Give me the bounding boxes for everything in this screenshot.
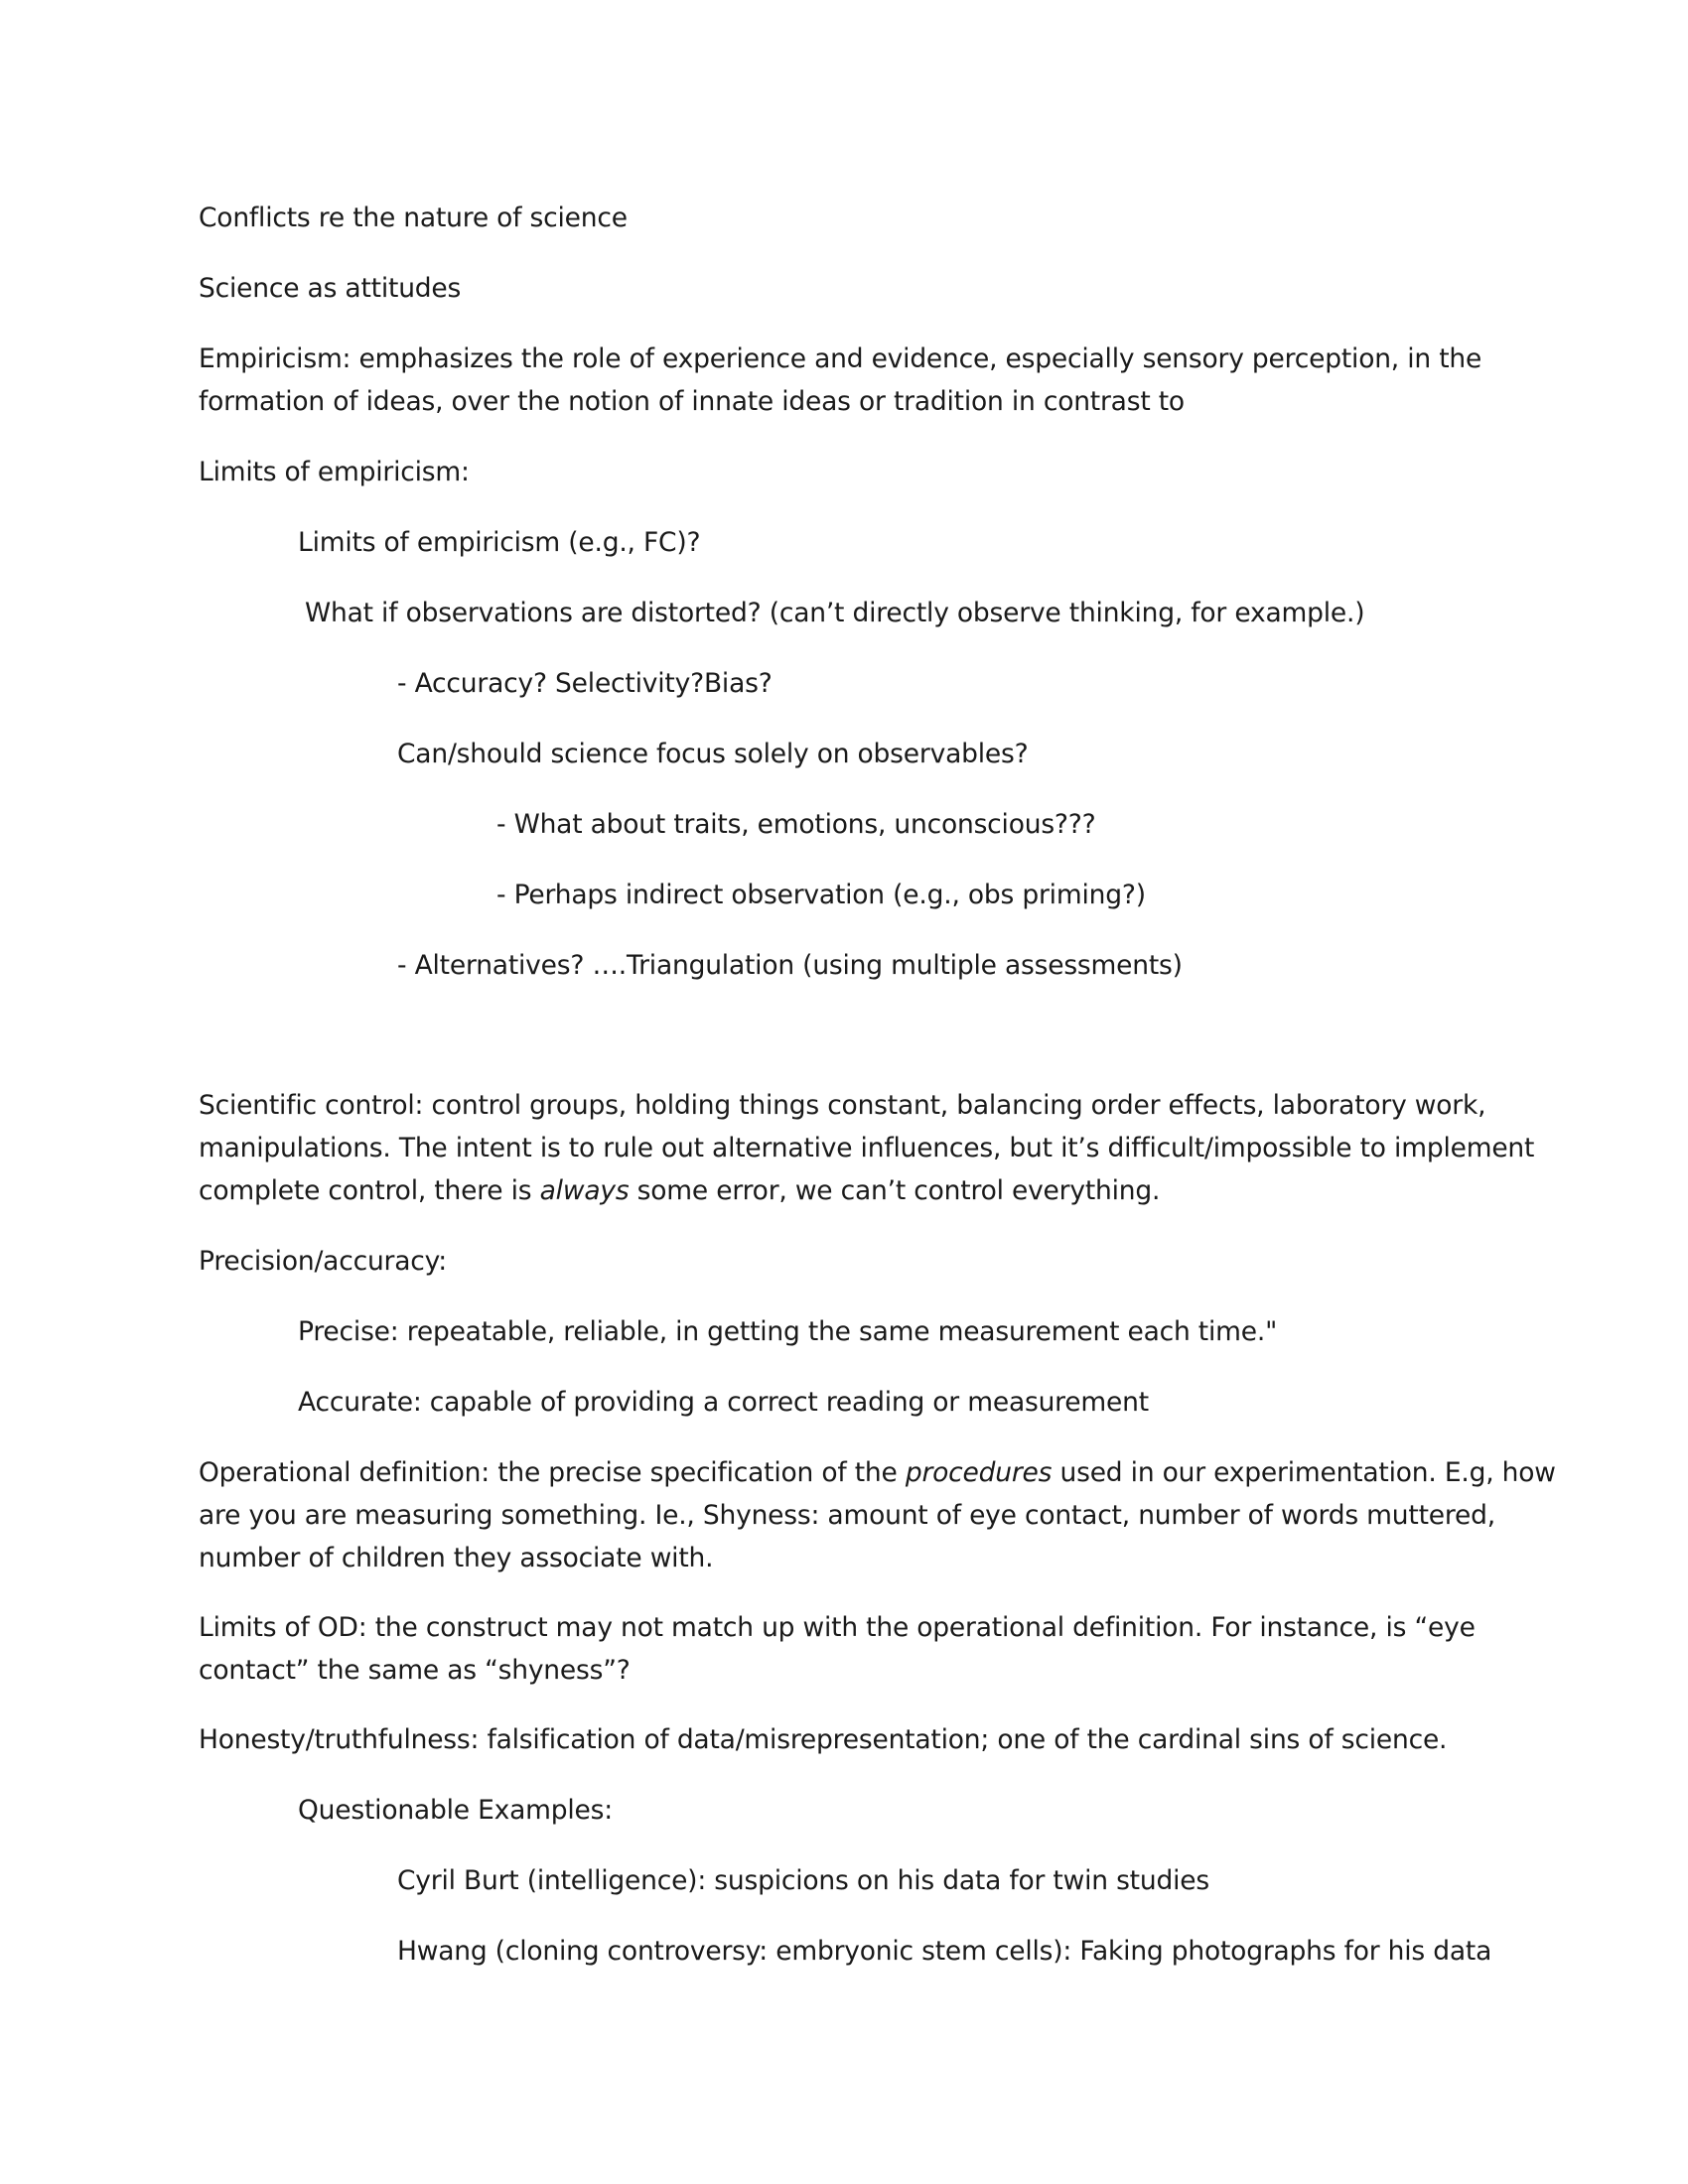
list-item-hwang: Hwang (cloning controversy: embryonic stem cells): Faking photographs for his data [397, 1936, 1492, 1967]
section-heading-questionable: Questionable Examples: [298, 1795, 613, 1826]
list-item-distorted: What if observations are distorted? (can’t directly observe thinking, for example.) [305, 598, 1365, 628]
section-heading-limits: Limits of empiricism: [199, 457, 470, 487]
list-item-observables: Can/should science focus solely on observables? [397, 739, 1029, 769]
list-item-accuracy: - Accuracy? Selectivity?Bias? [397, 668, 773, 699]
text-run: complete control, there is [199, 1175, 540, 1206]
text-run: Operational definition: the precise specification of the [199, 1457, 906, 1488]
text-run: some error, we can’t control everything. [629, 1175, 1161, 1206]
paragraph-line [199, 1451, 1556, 1494]
paragraph-line: number of children they associate with. [199, 1543, 714, 1573]
paragraph-honesty: Honesty/truthfulness: falsification of data/misrepresentation; one of the cardinal sins of science. [199, 1724, 1448, 1755]
list-item-traits: - What about traits, emotions, unconscious??? [496, 809, 1096, 840]
paragraph-scientific-control [199, 1084, 1534, 1212]
list-item-burt: Cyril Burt (intelligence): suspicions on his data for twin studies [397, 1865, 1209, 1896]
section-heading-attitudes: Science as attitudes [199, 273, 462, 304]
list-item-alternatives: - Alternatives? ….Triangulation (using multiple assessments) [397, 950, 1183, 981]
text-run: used in our experimentation. E.g, how [1052, 1457, 1556, 1488]
list-item-precise: Precise: repeatable, reliable, in getting the same measurement each time." [298, 1316, 1278, 1347]
emphasis-text: always [539, 1175, 630, 1206]
paragraph-empiricism [199, 338, 1481, 423]
section-heading-precision: Precision/accuracy: [199, 1246, 447, 1277]
list-item-accurate: Accurate: capable of providing a correct reading or measurement [298, 1387, 1149, 1418]
paragraph-operational-definition [199, 1451, 1556, 1579]
paragraph-line: Empiricism: emphasizes the role of experience and evidence, especially sensory perception, in the [199, 343, 1482, 374]
paragraph-line: manipulations. The intent is to rule out alternative influences, but it’s difficult/impossible to implement [199, 1133, 1535, 1163]
list-item-indirect: - Perhaps indirect observation (e.g., obs priming?) [496, 880, 1146, 910]
paragraph-line: Scientific control: control groups, holding things constant, balancing order effects, laboratory work, [199, 1090, 1486, 1121]
paragraph-line [199, 1169, 1534, 1212]
paragraph-line: are you are measuring something. Ie., Shyness: amount of eye contact, number of words muttered, [199, 1500, 1495, 1531]
document-title: Conflicts re the nature of science [199, 203, 628, 233]
paragraph-line: contact” the same as “shyness”? [199, 1655, 631, 1686]
paragraph-line: formation of ideas, over the notion of innate ideas or tradition in contrast to [199, 386, 1185, 417]
list-item-limits: Limits of empiricism (e.g., FC)? [298, 527, 701, 558]
paragraph-limits-od [199, 1606, 1476, 1692]
paragraph-line: Limits of OD: the construct may not match up with the operational definition. For instance, is “eye [199, 1612, 1476, 1643]
emphasis-text: procedures [905, 1457, 1053, 1488]
